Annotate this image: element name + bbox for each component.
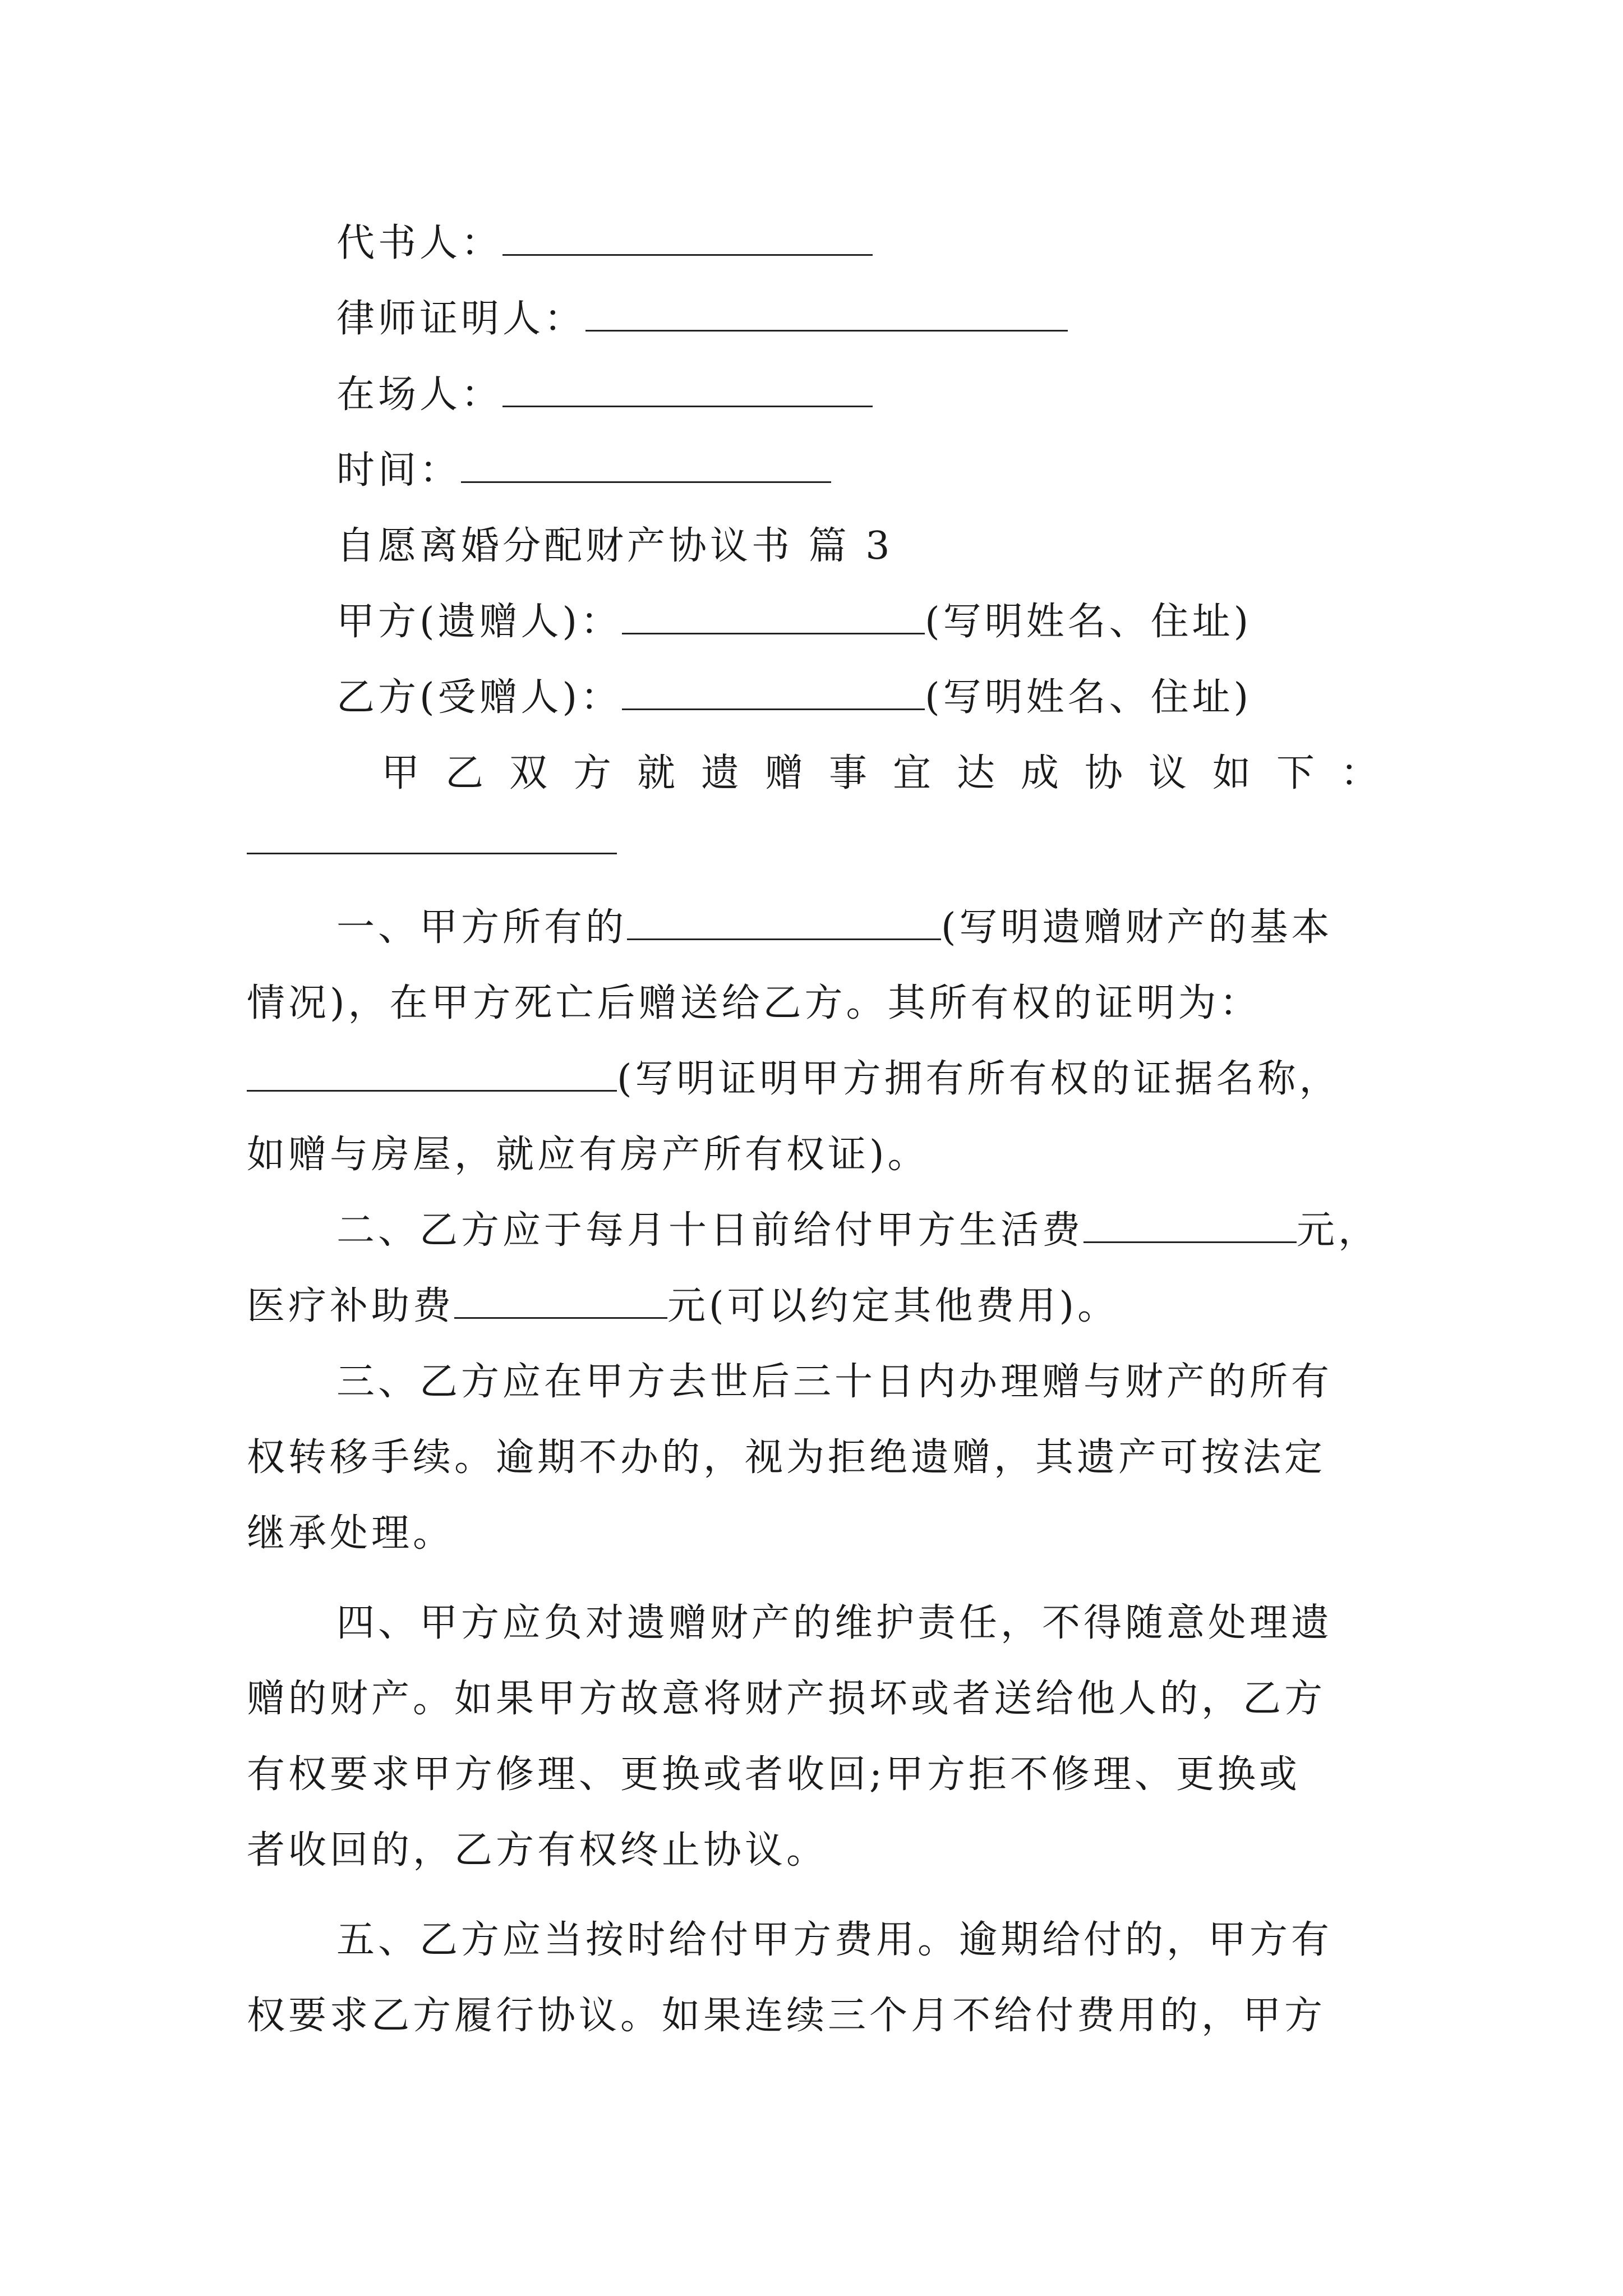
time-line	[336, 444, 831, 498]
clause-1-text-a: 一、甲方所有的	[336, 905, 628, 950]
time-blank[interactable]	[461, 449, 831, 483]
clause-4-line-4: 者收回的，乙方有权终止协议。	[247, 1828, 828, 1872]
time-label: 时间：	[336, 448, 462, 493]
clause-2-text-b: 元，	[1297, 1208, 1380, 1253]
clause-2-line-1	[336, 1204, 1380, 1258]
clause-5-line-1: 五、乙方应当按时给付甲方费用。逾期给付的，甲方有	[336, 1918, 1333, 1962]
clause-1-proof-blank[interactable]	[247, 1057, 617, 1092]
lawyer-witness-label: 律师证明人：	[336, 297, 586, 341]
present-person-line	[336, 368, 873, 422]
clause-5-line-2: 权要求乙方履行协议。如果连续三个月不给付费用的，甲方	[247, 1994, 1326, 2038]
clause-4-line-1: 四、甲方应负对遗赠财产的维护责任，不得随意处理遗	[336, 1601, 1333, 1645]
clause-3-line-1: 三、乙方应在甲方去世后三十日内办理赠与财产的所有	[336, 1360, 1333, 1404]
clause-2-text-c: 医疗补助费	[247, 1284, 455, 1328]
living-expense-blank[interactable]	[1083, 1209, 1297, 1243]
clause-3-line-3: 继承处理。	[247, 1511, 455, 1556]
proxy-writer-label: 代书人：	[336, 221, 503, 265]
party-a-blank[interactable]	[622, 600, 925, 634]
clause-4-line-2: 赠的财产。如果甲方故意将财产损坏或者送给他人的，乙方	[247, 1677, 1326, 1721]
party-b-label: 乙方(受赠人)：	[336, 675, 623, 720]
clause-3-line-2: 权转移手续。逾期不办的，视为拒绝遗赠，其遗产可按法定	[247, 1435, 1326, 1480]
agreement-intro: 甲乙双方就遗赠事宜达成协议如下：	[381, 751, 1405, 795]
party-a-note: (写明姓名、住址)	[925, 600, 1252, 644]
clause-1-line-1	[336, 901, 1333, 955]
clause-1-line-2: 情况)，在甲方死亡后赠送给乙方。其所有权的证明为：	[247, 981, 1261, 1025]
clause-2-text-a: 二、乙方应于每月十日前给付甲方生活费	[336, 1208, 1084, 1253]
clause-1-text-b: (写明遗赠财产的基本	[941, 905, 1333, 950]
section-title: 自愿离婚分配财产协议书 篇 3	[336, 524, 893, 568]
agreement-intro-blank[interactable]	[247, 853, 617, 854]
party-b-note: (写明姓名、住址)	[925, 675, 1252, 720]
clause-2-text-d: 元(可以约定其他费用)。	[667, 1284, 1119, 1328]
party-a-line	[336, 595, 1252, 649]
present-person-label: 在场人：	[336, 372, 503, 417]
lawyer-witness-line	[336, 292, 1068, 346]
clause-2-line-2	[247, 1280, 1119, 1333]
party-b-blank[interactable]	[622, 676, 925, 710]
medical-subsidy-blank[interactable]	[454, 1285, 667, 1319]
present-person-blank[interactable]	[502, 373, 873, 407]
clause-1-property-blank[interactable]	[627, 906, 941, 940]
proxy-writer-blank[interactable]	[502, 222, 873, 256]
clause-1-text-c: (写明证明甲方拥有所有权的证据名称，	[617, 1057, 1341, 1101]
lawyer-witness-blank[interactable]	[585, 297, 1068, 332]
proxy-writer-line	[336, 217, 873, 270]
clause-1-line-3	[247, 1052, 1341, 1106]
clause-1-line-4: 如赠与房屋，就应有房产所有权证)。	[247, 1133, 929, 1177]
party-b-line	[336, 671, 1252, 725]
clause-4-line-3: 有权要求甲方修理、更换或者收回;甲方拒不修理、更换或	[247, 1752, 1301, 1797]
party-a-label: 甲方(遗赠人)：	[336, 600, 623, 644]
